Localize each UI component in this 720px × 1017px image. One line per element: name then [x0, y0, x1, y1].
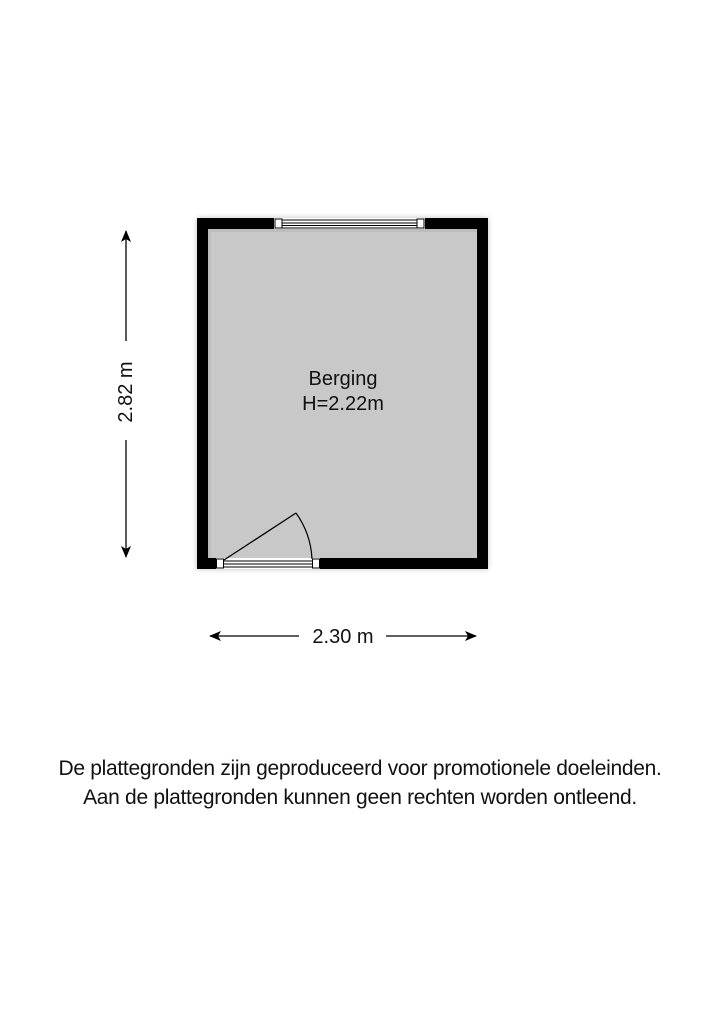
dimension-horizontal	[210, 626, 476, 648]
room-name: Berging	[308, 368, 378, 390]
floor-shade-left	[208, 229, 211, 558]
disclaimer	[0, 754, 720, 812]
dimension-vertical	[115, 231, 137, 557]
dimension-horizontal-label: 2.30 m	[312, 626, 374, 648]
window-top	[274, 218, 425, 229]
room-height: H=2.22m	[302, 393, 384, 415]
disclaimer-line-2: Aan de plattegronden kunnen geen rechten worden ontleend.	[83, 786, 637, 809]
floor-shade-top	[208, 229, 477, 232]
dimension-vertical-label: 2.82 m	[115, 361, 137, 423]
disclaimer-line-1: De plattegronden zijn geproduceerd voor promotionele doeleinden.	[58, 757, 662, 780]
